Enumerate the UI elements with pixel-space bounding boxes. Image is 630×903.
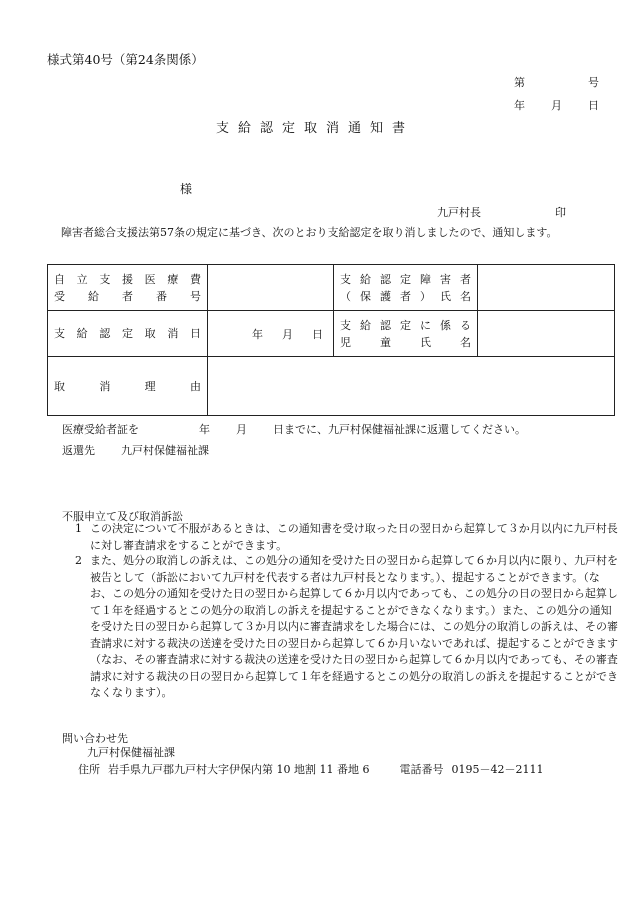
issue-date-line — [514, 97, 599, 113]
date-day: 日 — [588, 99, 599, 112]
phone-label: 電話番号 — [399, 763, 444, 776]
addressee-suffix: 様 — [180, 182, 193, 196]
appeal-item-2: 2 また、処分の取消しの訴えは、この処分の通知を受けた日の翌日から起算して６か月以内に限り、九戸村を被告として（訴訟において九戸村を代表する者は九戸村長となります。）、提起することができます。（なお、この処分の通知を受けた日の翌日から起算して６か月以内であっても、この処分の日の翌日から起算して１年を経過するとこの処分の取消しの訴えを提起することができなくなります。）また、この処分の通知を受けた日の翌日から起算して３か月以内に審査請求をした場合には、この処分の取消しの訴えは、その審査請求に対する裁決の送達を受けた日の翌日から起算して６か月いないであれば、提起することができます（なお、その審査請求に対する裁決の送達を受けた日の翌日から起算して６か月以内であっても、その審査請求に対する裁決の日の翌日から起算して１年を経過するとこの処分の取消しの訴えを提起することができなくなります）。 — [75, 554, 618, 699]
return-to-label: 返還先 — [62, 444, 95, 457]
revocation-date-label: 支給認定取消日 — [48, 311, 208, 357]
revocation-table — [47, 264, 615, 416]
recipient-number-value — [208, 265, 334, 311]
reason-value — [208, 357, 615, 416]
certified-person-value — [478, 265, 615, 311]
document-title: 支給認定取消通知書 — [215, 121, 414, 136]
appeal-item-1: 1 この決定について不服があるときは、この通知書を受け取った日の翌日から起算して３か月以内に九戸村長に対し審査請求をすることができます。 — [75, 522, 618, 552]
address-label: 住所 — [78, 763, 100, 776]
body-paragraph: 障害者総合支援法第57条の規定に基づき、次のとおり支給認定を取り消しましたので、通知します。 — [61, 226, 558, 239]
return-destination — [62, 442, 209, 458]
recipient-number-label: 自立支援医療費 受給者番号 — [48, 265, 208, 311]
document-number-line — [514, 74, 599, 90]
contact-title: 問い合わせ先 — [62, 732, 128, 745]
form-number: 様式第40号（第24条関係） — [47, 52, 204, 67]
return-deadline-notice: 医療受給者証を 年 月 日までに、九戸村保健福祉課に返還してください。 — [62, 423, 526, 436]
seal-mark: 印 — [555, 206, 566, 219]
contact-department: 九戸村保健福祉課 — [87, 746, 175, 759]
date-month: 月 — [551, 99, 562, 112]
date-year: 年 — [514, 99, 525, 112]
number-suffix: 号 — [588, 76, 599, 89]
address-value: 岩手県九戸郡九戸村大字伊保内第 10 地割 11 番地 6 — [108, 763, 370, 776]
return-to-value: 九戸村保健福祉課 — [121, 444, 209, 457]
phone-value: 0195－42－2111 — [451, 763, 544, 776]
number-prefix: 第 — [514, 76, 525, 89]
appeal-title: 不服申立て及び取消訴訟 — [62, 510, 183, 523]
certified-person-label: 支給認定障害者 （保護者）氏名 — [334, 265, 478, 311]
reason-label: 取消理由 — [48, 357, 208, 416]
revocation-date-value: 年 月 日 — [208, 311, 334, 357]
child-name-label: 支給認定に係る 児童氏名 — [334, 311, 478, 357]
issuer-name: 九戸村長 — [437, 206, 481, 219]
child-name-value — [478, 311, 615, 357]
contact-address-line — [78, 761, 543, 777]
